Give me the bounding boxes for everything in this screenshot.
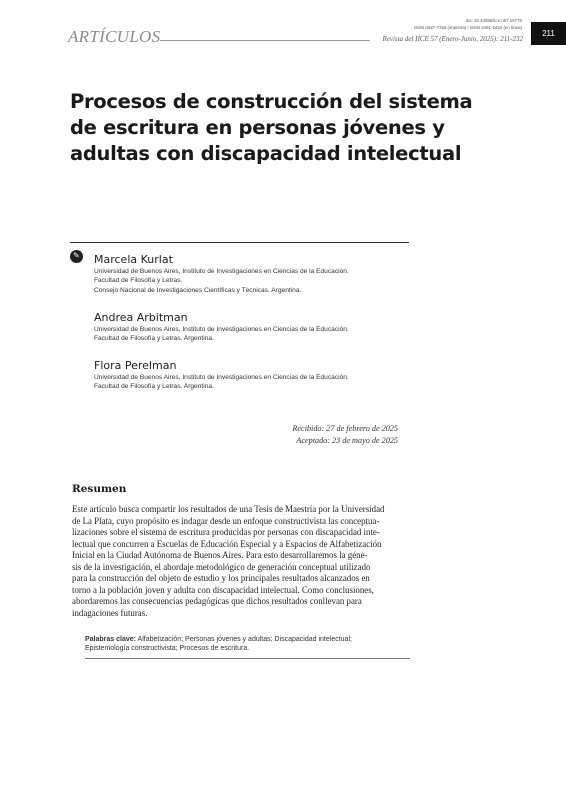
author-block xyxy=(94,311,349,344)
article-title xyxy=(70,89,480,167)
abstract-line: torno a la población joven y adulta con discapacidad intelectual. Como conclusiones, xyxy=(72,584,374,595)
journal-reference: Revista del IICE 57 (Enero-Junio, 2025): 211-232 xyxy=(382,35,523,43)
author-affiliation: Universidad de Buenos Aires, Instituto de Investigaciones en Ciencias de la Educación. xyxy=(94,374,349,381)
keywords-list-continued: Epistemología constructivista; Procesos de escritura. xyxy=(85,645,250,653)
title-line-1: Procesos de construcción del sistema xyxy=(70,90,473,113)
header-rule xyxy=(160,40,370,41)
abstract-line: lectual que concurren a Escuelas de Educación Especial y a Espacios de Alfabetización xyxy=(72,538,382,549)
abstract-line: de La Plata, cuyo propósito es indagar desde un enfoque constructivista las conceptua- xyxy=(72,515,380,526)
author-affiliation: Universidad de Buenos Aires, Instituto de Investigaciones en Ciencias de la Educación. xyxy=(94,268,349,275)
authors-rule xyxy=(70,242,409,243)
title-line-2: de escritura en personas jóvenes y xyxy=(70,116,445,139)
author-block xyxy=(94,359,349,392)
issn: ISSN 0327-7763 (impresa) / ISSN 2451-5434 (en línea) xyxy=(413,25,522,30)
author-name: Andrea Arbitman xyxy=(94,311,188,324)
orcid-icon[interactable]: ✎ xyxy=(70,250,83,263)
abstract-heading: Resumen xyxy=(72,483,127,495)
author-affiliation: Facultad de Filosofía y Letras. xyxy=(94,277,183,285)
title-line-3: adultas con discapacidad intelectual xyxy=(70,142,462,165)
keywords-label: Palabras clave: xyxy=(85,636,136,643)
abstract-line: Inicial en la Ciudad Autónoma de Buenos Aires. Para esto desarrollaremos la géne- xyxy=(72,550,368,561)
page-number: 211 xyxy=(531,22,566,45)
abstract-line: abordaremos las consecuencias pedagógicas que dichos resultados conllevan para xyxy=(72,596,362,607)
doi: doi: 10.34096/iice.n57.16776 xyxy=(465,18,522,23)
abstract-line: lizaciones sobre el sistema de escritura producidas por personas con discapacidad inte- xyxy=(72,527,380,538)
author-name: Marcela Kurlat xyxy=(94,253,173,266)
author-affiliation: Consejo Nacional de Investigaciones Científicas y Técnicas. Argentina. xyxy=(94,286,302,294)
abstract-line: Este artículo busca compartir los resultados de una Tesis de Maestría por la Universidad xyxy=(72,504,385,514)
author-affiliation: Facultad de Filosofía y Letras. Argentina. xyxy=(94,335,214,343)
keywords-list: Alfabetización; Personas jóvenes y adultas; Discapacidad intelectual; xyxy=(137,636,352,643)
abstract-line: para la construcción del objeto de estudio y los principales resultados alcanzados en xyxy=(72,573,370,584)
keywords xyxy=(85,635,410,653)
keywords-rule xyxy=(85,658,410,659)
abstract-line: sis de la investigación, el abordaje metodológico de generación conceptual utilizado xyxy=(72,561,371,572)
received-date: Recibido: 27 de febrero de 2025 xyxy=(292,424,398,433)
accepted-date: Aceptado: 23 de mayo de 2025 xyxy=(296,436,398,445)
author-affiliation: Facultad de Filosofía y Letras. Argentina. xyxy=(94,383,214,391)
author-block xyxy=(94,253,349,295)
section-title: ARTÍCULOS xyxy=(68,27,161,46)
abstract-text xyxy=(72,504,412,619)
abstract-line: indagaciones futuras. xyxy=(72,607,148,618)
author-affiliation: Universidad de Buenos Aires, Instituto de Investigaciones en Ciencias de la Educación. xyxy=(94,326,349,333)
author-name: Flora Perelman xyxy=(94,359,177,372)
